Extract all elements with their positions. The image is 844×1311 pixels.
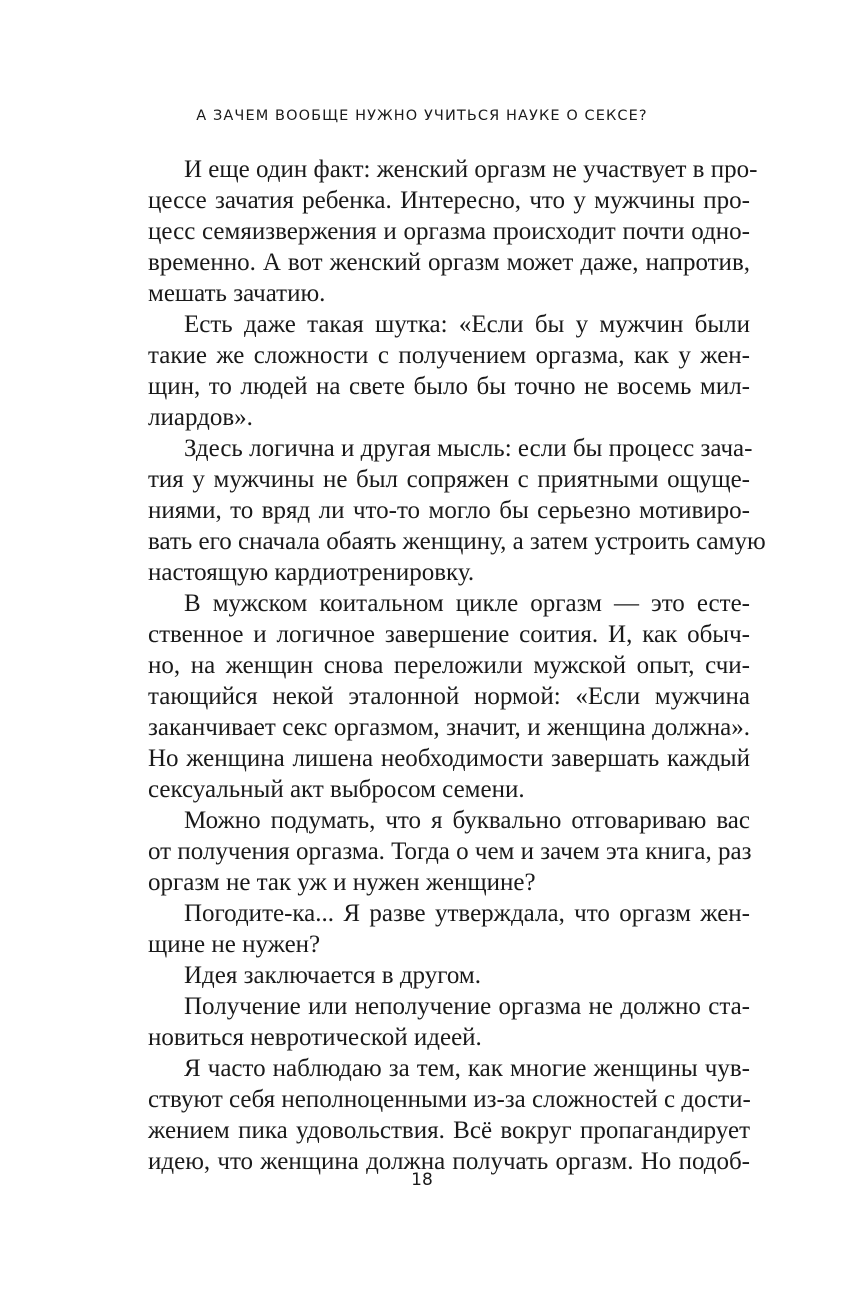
text-line: но, на женщин снова переложили мужской опыт, счи- bbox=[148, 652, 750, 679]
running-head: А ЗАЧЕМ ВООБЩЕ НУЖНО УЧИТЬСЯ НАУКЕ О СЕКСЕ? bbox=[196, 108, 648, 124]
text-line: оргазм не так уж и нужен женщине? bbox=[148, 869, 536, 896]
text-line: В мужском коитальном цикле оргазм — это есте- bbox=[184, 590, 750, 617]
text-line: Здесь логична и другая мысль: если бы процесс зача- bbox=[184, 435, 753, 462]
text-line: Я часто наблюдаю за тем, как многие женщины чув- bbox=[184, 1055, 750, 1082]
text-line: Но женщина лишена необходимости завершать каждый bbox=[148, 745, 750, 772]
text-line: Есть даже такая шутка: «Если бы у мужчин были bbox=[184, 311, 750, 338]
text-line: ствуют себя неполноценными из-за сложностей с дости- bbox=[148, 1086, 751, 1113]
text-line: временно. А вот женский оргазм может даже, напротив, bbox=[148, 249, 750, 276]
text-line: вать его сначала обаять женщину, а затем устроить самую bbox=[148, 528, 766, 555]
text-line: Погодите-ка... Я разве утверждала, что оргазм жен- bbox=[184, 900, 750, 927]
text-line: настоящую кардиотренировку. bbox=[148, 559, 475, 586]
body-text bbox=[148, 154, 766, 1177]
text-line: жением пика удовольствия. Всё вокруг пропагандирует bbox=[148, 1117, 750, 1144]
text-line: заканчивает секс оргазмом, значит, и женщина должна». bbox=[148, 714, 750, 741]
text-line: щин, то людей на свете было бы точно не восемь мил- bbox=[148, 373, 750, 400]
text-line: ственное и логичное завершение соития. И, как обыч- bbox=[148, 621, 750, 648]
text-line: цесс семяизвержения и оргазма происходит почти одно- bbox=[148, 218, 750, 245]
text-line: такие же сложности с получением оргазма, как у жен- bbox=[148, 342, 750, 369]
text-line: щине не нужен? bbox=[148, 931, 321, 958]
text-line: Идея заключается в другом. bbox=[184, 962, 481, 989]
text-line: ниями, то вряд ли что-то могло бы серьезно мотивиро- bbox=[148, 497, 750, 524]
text-line: Получение или неполучение оргазма не должно ста- bbox=[184, 993, 750, 1020]
text-line: новиться невротической идеей. bbox=[148, 1024, 482, 1051]
text-line: мешать зачатию. bbox=[148, 280, 326, 307]
text-line: И еще один факт: женский оргазм не участвует в про- bbox=[184, 156, 758, 183]
text-line: тающийся некой эталонной нормой: «Если мужчина bbox=[148, 683, 750, 710]
text-line: сексуальный акт выбросом семени. bbox=[148, 776, 525, 803]
text-line: тия у мужчины не был сопряжен с приятными ощуще- bbox=[148, 466, 750, 493]
page-number: 18 bbox=[411, 1170, 433, 1190]
text-line: идею, что женщина должна получать оргазм. Но подоб- bbox=[148, 1148, 750, 1175]
text-line: цессе зачатия ребенка. Интересно, что у мужчины про- bbox=[148, 187, 750, 214]
text-line: Можно подумать, что я буквально отговариваю вас bbox=[184, 807, 750, 834]
text-line: от получения оргазма. Тогда о чем и зачем эта книга, раз bbox=[148, 838, 752, 865]
text-line: лиардов». bbox=[148, 404, 253, 431]
